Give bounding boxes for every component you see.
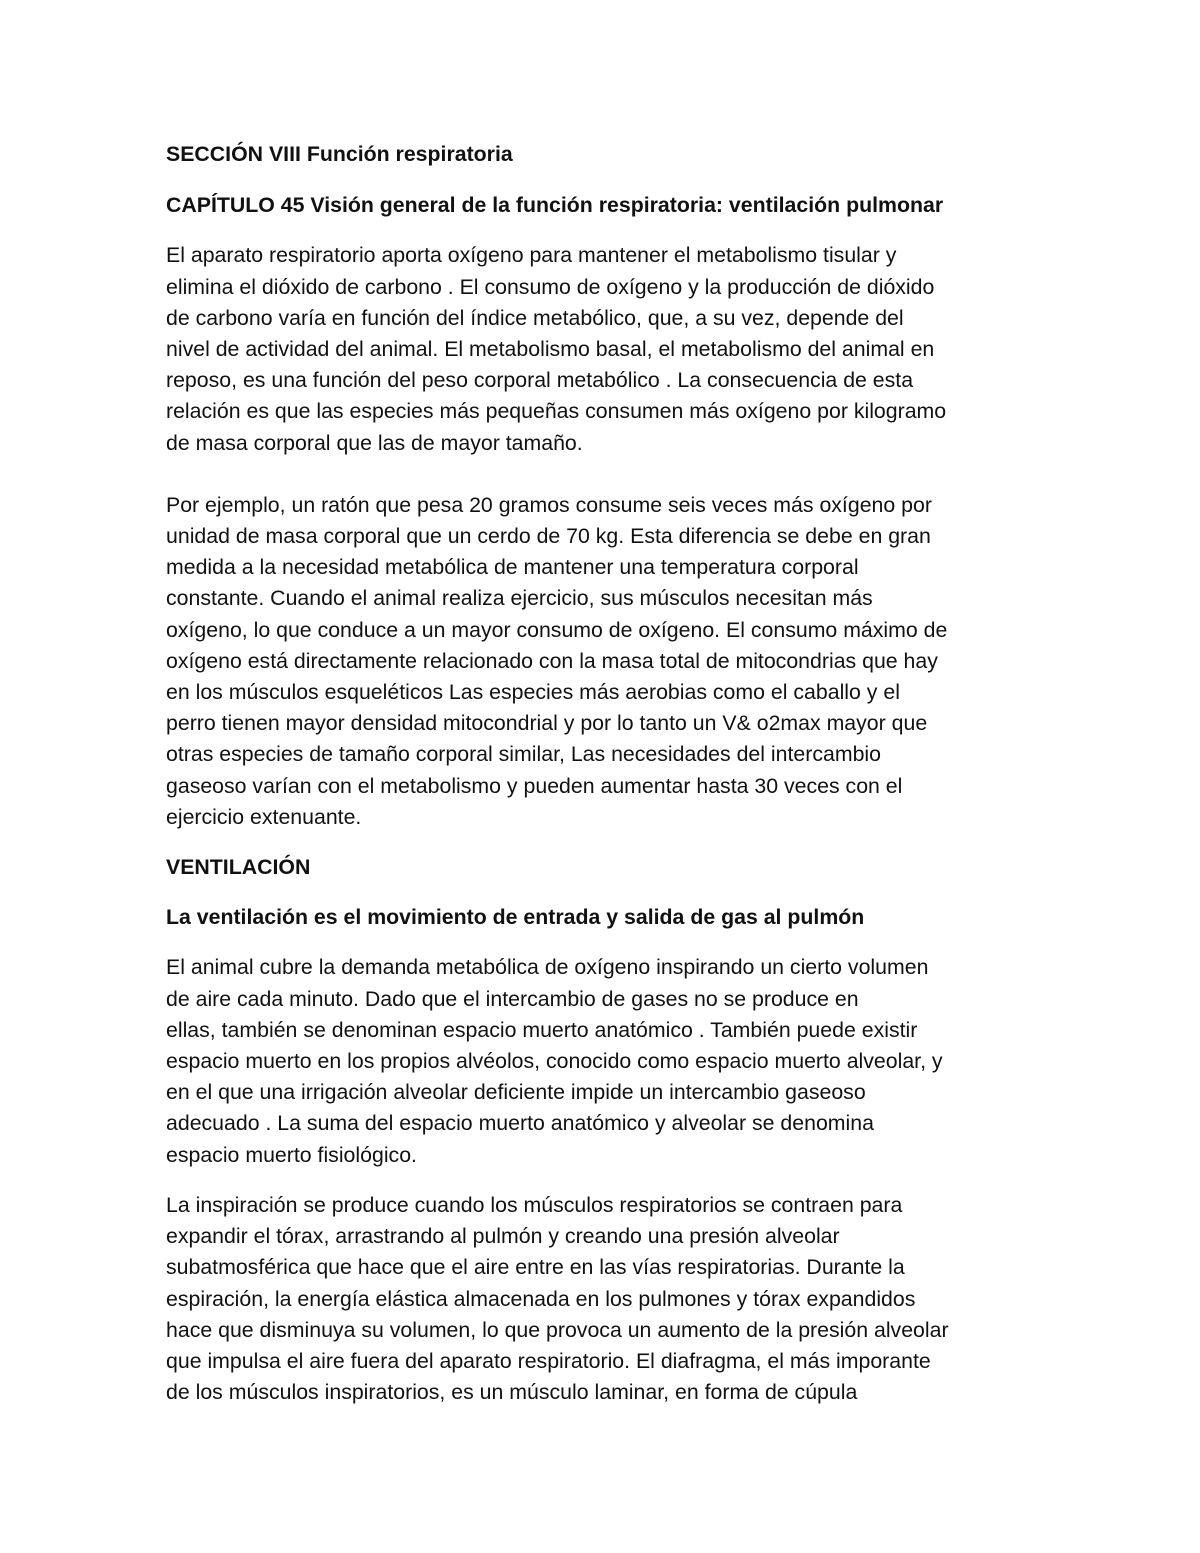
paragraph-line: relación es que las especies más pequeñas consumen más oxígeno por kilogramo <box>166 399 947 424</box>
paragraph-line: de aire cada minuto. Dado que el intercambio de gases no se produce en <box>166 986 859 1011</box>
paragraph-line: adecuado . La suma del espacio muerto anatómico y alveolar se denomina <box>166 1111 874 1136</box>
paragraph-line: La inspiración se produce cuando los músculos respiratorios se contraen para <box>166 1192 903 1217</box>
paragraph-intro <box>166 240 1046 458</box>
paragraph-line: en el que una irrigación alveolar deficiente impide un intercambio gaseoso <box>166 1080 866 1105</box>
paragraph-line: ejercicio extenuante. <box>166 804 362 829</box>
paragraph-line: reposo, es una función del peso corporal metabólico . La consecuencia de esta <box>166 368 914 393</box>
paragraph-line: espiración, la energía elástica almacenada en los pulmones y tórax expandidos <box>166 1286 916 1311</box>
ventilation-subheading: La ventilación es el movimiento de entrada y salida de gas al pulmón <box>166 905 865 930</box>
ventilation-heading: VENTILACIÓN <box>166 855 311 880</box>
paragraph-line: espacio muerto fisiológico. <box>166 1142 417 1167</box>
paragraph-line: Por ejemplo, un ratón que pesa 20 gramos consume seis veces más oxígeno por <box>166 492 932 517</box>
chapter-title: CAPÍTULO 45 Visión general de la función respiratoria: ventilación pulmonar <box>166 193 944 218</box>
paragraph-line: hace que disminuya su volumen, lo que provoca un aumento de la presión alveolar <box>166 1317 949 1342</box>
paragraph-dead-space <box>166 952 1046 1170</box>
paragraph-line: El animal cubre la demanda metabólica de oxígeno inspirando un cierto volumen <box>166 955 929 980</box>
paragraph-line: constante. Cuando el animal realiza ejercicio, sus músculos necesitan más <box>166 586 873 611</box>
document-body <box>166 139 1046 1408</box>
paragraph-line: oxígeno está directamente relacionado con la masa total de mitocondrias que hay <box>166 648 938 673</box>
paragraph-line: nivel de actividad del animal. El metabolismo basal, el metabolismo del animal en <box>166 337 935 362</box>
paragraph-line: unidad de masa corporal que un cerdo de 70 kg. Esta diferencia se debe en gran <box>166 524 931 549</box>
paragraph-line: que impulsa el aire fuera del aparato respiratorio. El diafragma, el más imporante <box>166 1348 931 1373</box>
paragraph-line: ellas, también se denominan espacio muerto anatómico . También puede existir <box>166 1017 918 1042</box>
paragraph-example <box>166 490 1046 833</box>
paragraph-line: expandir el tórax, arrastrando al pulmón y creando una presión alveolar <box>166 1224 840 1249</box>
paragraph-line: gaseoso varían con el metabolismo y pueden aumentar hasta 30 veces con el <box>166 773 903 798</box>
paragraph-line: El aparato respiratorio aporta oxígeno para mantener el metabolismo tisular y <box>166 243 897 268</box>
paragraph-line: de los músculos inspiratorios, es un músculo laminar, en forma de cúpula <box>166 1380 858 1405</box>
paragraph-line: subatmosférica que hace que el aire entre en las vías respiratorias. Durante la <box>166 1255 905 1280</box>
paragraph-line: medida a la necesidad metabólica de mantener una temperatura corporal <box>166 555 859 580</box>
section-title: SECCIÓN VIII Función respiratoria <box>166 142 513 166</box>
paragraph-line: elimina el dióxido de carbono . El consumo de oxígeno y la producción de dióxido <box>166 274 935 299</box>
paragraph-line: de masa corporal que las de mayor tamaño. <box>166 430 583 455</box>
paragraph-inspiration <box>166 1190 1046 1408</box>
paragraph-line: espacio muerto en los propios alvéolos, conocido como espacio muerto alveolar, y <box>166 1049 943 1074</box>
paragraph-line: en los músculos esqueléticos Las especies más aerobias como el caballo y el <box>166 680 900 705</box>
paragraph-line: oxígeno, lo que conduce a un mayor consumo de oxígeno. El consumo máximo de <box>166 617 948 642</box>
paragraph-line: perro tienen mayor densidad mitocondrial y por lo tanto un V& o2max mayor que <box>166 711 928 736</box>
paragraph-line: otras especies de tamaño corporal similar, Las necesidades del intercambio <box>166 742 882 767</box>
paragraph-line: de carbono varía en función del índice metabólico, que, a su vez, depende del <box>166 305 904 330</box>
